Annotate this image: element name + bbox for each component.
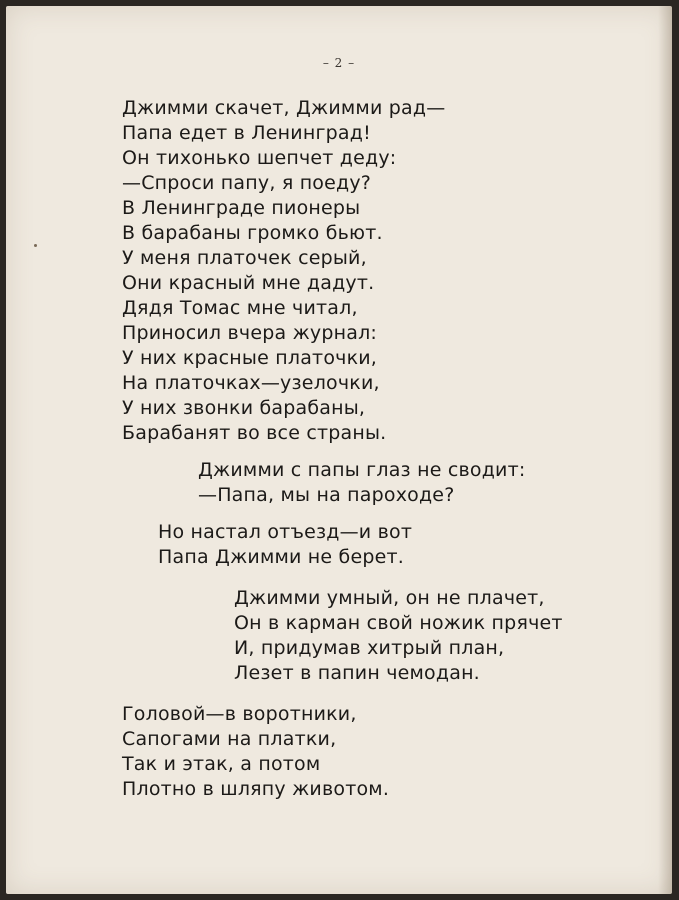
- poem-line: У них красные платочки,: [122, 347, 378, 369]
- poem-line: Плотно в шляпу животом.: [122, 778, 390, 800]
- poem-line: —Папа, мы на пароходе?: [198, 484, 455, 506]
- poem-line: Так и этак, а потом: [122, 753, 321, 775]
- poem-line: Приносил вчера журнал:: [122, 322, 378, 344]
- poem-line: Сапогами на платки,: [122, 728, 337, 750]
- poem-line: У них звонки барабаны,: [122, 397, 366, 419]
- poem-line: Дядя Томас мне читал,: [122, 297, 358, 319]
- poem-line: И, придумав хитрый план,: [234, 637, 505, 659]
- poem-line: Они красный мне дадут.: [122, 272, 375, 294]
- paper-speck: [34, 244, 37, 247]
- poem-line: На платочках—узелочки,: [122, 372, 380, 394]
- poem-line: Джимми скачет, Джимми рад—: [122, 97, 446, 119]
- poem-line: В барабаны громко бьют.: [122, 222, 383, 244]
- poem-line: Барабанят во все страны.: [122, 422, 387, 444]
- poem-line: —Спроси папу, я поеду?: [122, 172, 372, 194]
- book-page: [6, 6, 672, 894]
- page-number: – 2 –: [322, 56, 356, 70]
- poem-line: У меня платочек серый,: [122, 247, 367, 269]
- poem-line: Он в карман свой ножик прячет: [234, 612, 563, 634]
- poem-line: Лезет в папин чемодан.: [234, 662, 480, 684]
- poem-line: Джимми с папы глаз не сводит:: [198, 459, 526, 481]
- page-spine-shadow: [658, 6, 672, 894]
- poem-line: Но настал отъезд—и вот: [158, 521, 413, 543]
- poem-line: Джимми умный, он не плачет,: [234, 587, 545, 609]
- poem-line: Папа Джимми не берет.: [158, 546, 405, 568]
- poem-line: Папа едет в Ленинград!: [122, 122, 371, 144]
- poem-line: В Ленинграде пионеры: [122, 197, 361, 219]
- poem-line: Головой—в воротники,: [122, 703, 357, 725]
- poem-line: Он тихонько шепчет деду:: [122, 147, 397, 169]
